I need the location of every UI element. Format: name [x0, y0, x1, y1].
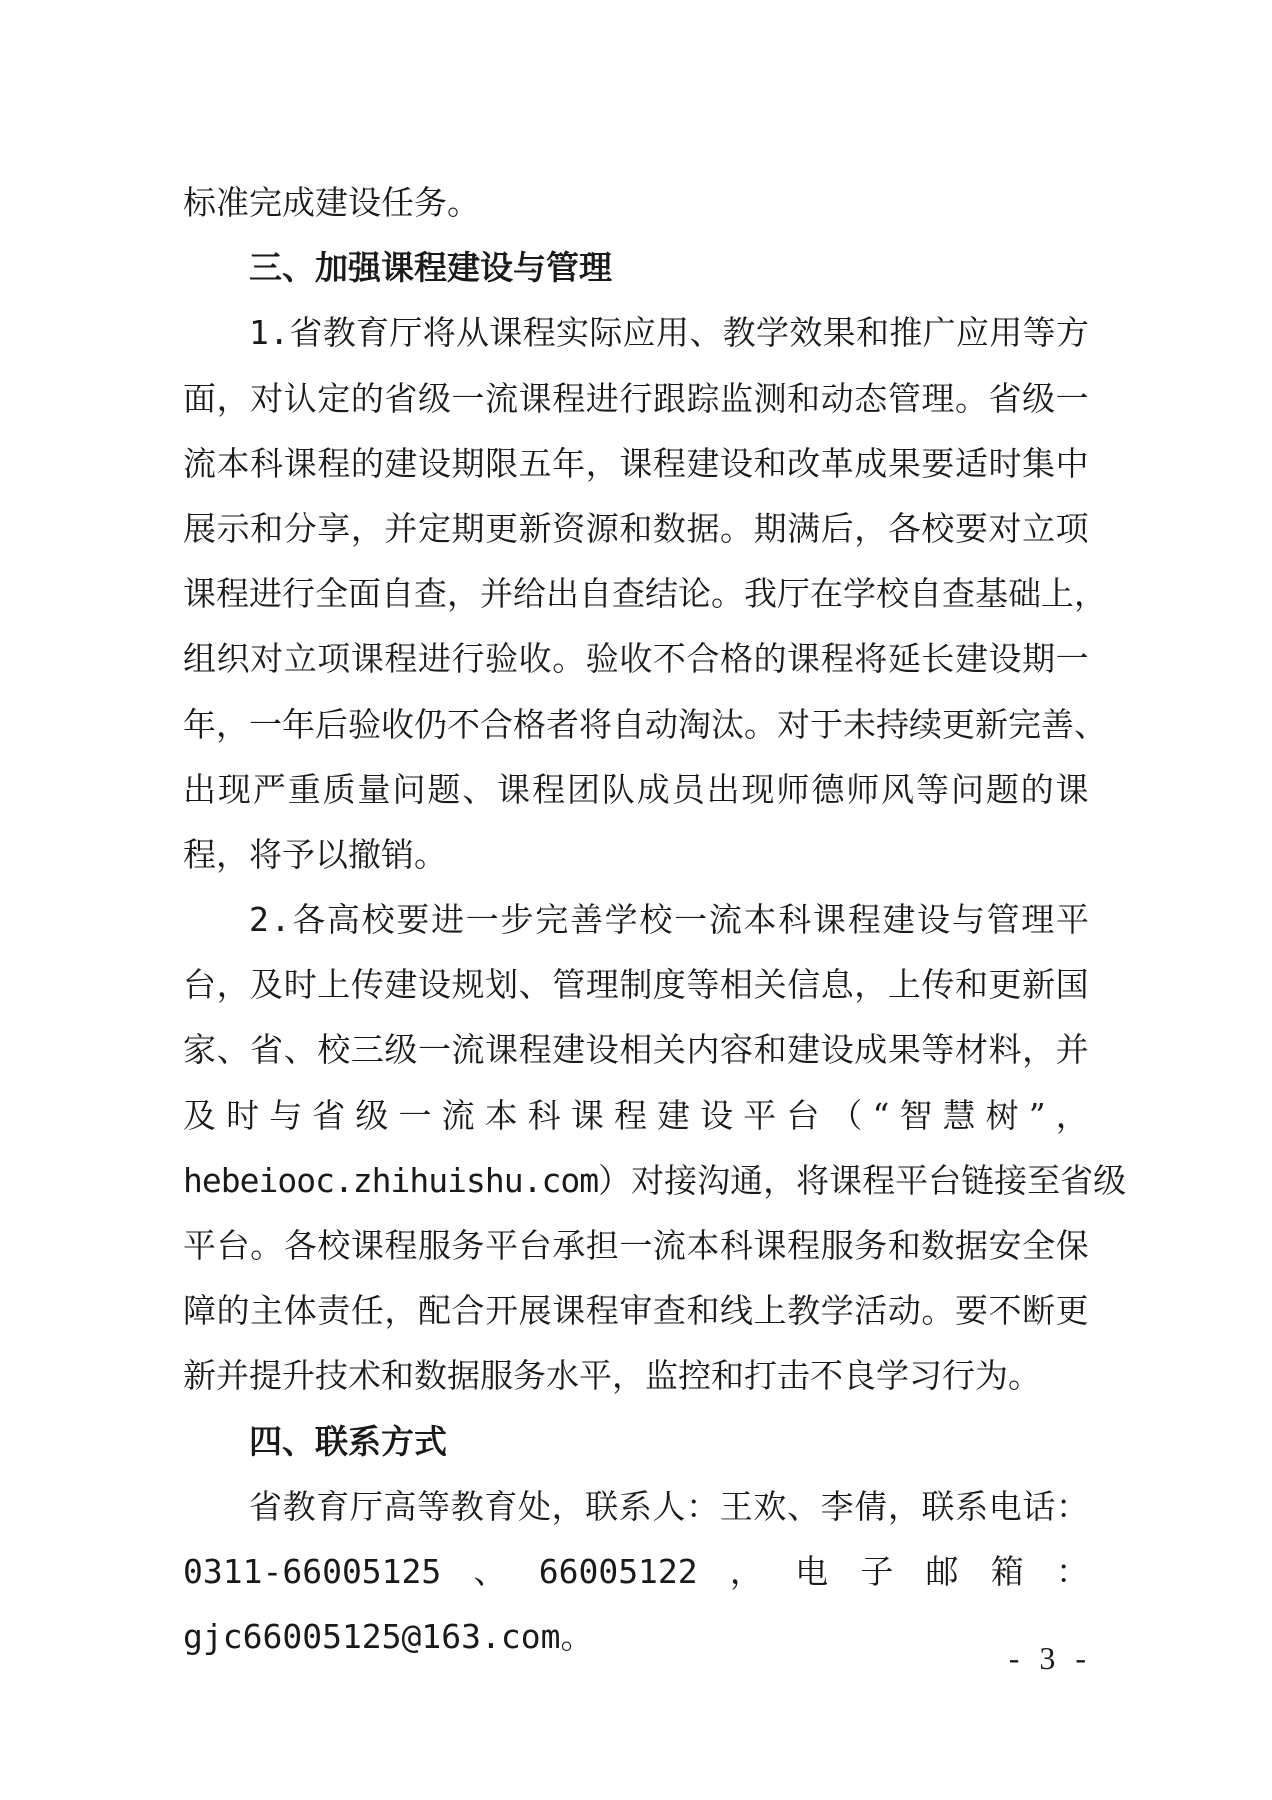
section-heading: 三、加强课程建设与管理 [249, 248, 612, 288]
text-line: 台 ， 及 时 上 传 建 设 规 划 、 管 理 制 度 等 相 关 信 息 ， 上 传 和 更 新 国 [183, 965, 1089, 1005]
text-line: 展 示 和 分 享 ， 并 定 期 更 新 资 源 和 数 据 。 期 满 后 ， 各 校 要 对 立 项 [183, 508, 1089, 548]
text-line: 省 教 育 厅 高 等 教 育 处 ， 联 系 人 ： 王 欢 、 李 倩 ， 联 系 电 话 ： [249, 1486, 1089, 1526]
text-line: gjc66005125@163.com。 [183, 1617, 594, 1657]
text-line: 年 ， 一 年 后 验 收 仍 不 合 格 者 将 自 动 淘 汰 。 对 于 未 持 续 更 新 完 善 、 [183, 704, 1107, 744]
body-text [183, 170, 1127, 1669]
text-line: 新并提升技术和数据服务水平，监控和打击不良学习行为。 [183, 1356, 1041, 1396]
section-heading: 四、联系方式 [249, 1421, 447, 1461]
text-line: 及 时 与 省 级 一 流 本 科 课 程 建 设 平 台 （ “ 智 慧 树 ” ， [183, 1095, 1089, 1135]
text-line: 出 现 严 重 质 量 问 题 、 课 程 团 队 成 员 出 现 师 德 师 风 等 问 题 的 课 [183, 769, 1089, 809]
text-line: 家 、 省 、 校 三 级 一 流 课 程 建 设 相 关 内 容 和 建 设 成 果 等 材 料 ， 并 [183, 1030, 1089, 1070]
text-line: 障 的 主 体 责 任 ， 配 合 开 展 课 程 审 查 和 线 上 教 学 活 动 。 要 不 断 更 [183, 1291, 1089, 1331]
text-line: 标准完成建设任务。 [183, 183, 480, 222]
text-line: 课 程 进 行 全 面 自 查 ， 并 给 出 自 查 结 论 。 我 厅 在 学 校 自 查 基 础 上 ， [183, 574, 1107, 614]
text-line: 组 织 对 立 项 课 程 进 行 验 收 。 验 收 不 合 格 的 课 程 将 延 长 建 设 期 一 [183, 639, 1089, 679]
text-line: 流 本 科 课 程 的 建 设 期 限 五 年 ， 课 程 建 设 和 改 革 成 果 要 适 时 集 中 [183, 443, 1089, 483]
text-line: 0311-66005125 、 66005122 ， 电 子 邮 箱 ： [183, 1551, 1089, 1591]
page-number: - 3 - [1008, 1640, 1092, 1676]
text-line: 程，将予以撤销。 [183, 834, 447, 874]
text-line: 2 . 各 高 校 要 进 一 步 完 善 学 校 一 流 本 科 课 程 建 设 与 管 理 平 [249, 900, 1089, 940]
text-line: 面 ， 对 认 定 的 省 级 一 流 课 程 进 行 跟 踪 监 测 和 动 态 管 理 。 省 级 一 [183, 378, 1089, 418]
text-line: 1 . 省 教 育 厅 将 从 课 程 实 际 应 用 、 教 学 效 果 和 推 广 应 用 等 方 [249, 313, 1089, 353]
text-line: 平 台 。 各 校 课 程 服 务 平 台 承 担 一 流 本 科 课 程 服 务 和 数 据 安 全 保 [183, 1226, 1089, 1265]
text-line: hebeiooc.zhihuishu.com ） 对 接 沟 通 ， 将 课 程 平 台 链 接 至 省 级 [183, 1160, 1127, 1200]
